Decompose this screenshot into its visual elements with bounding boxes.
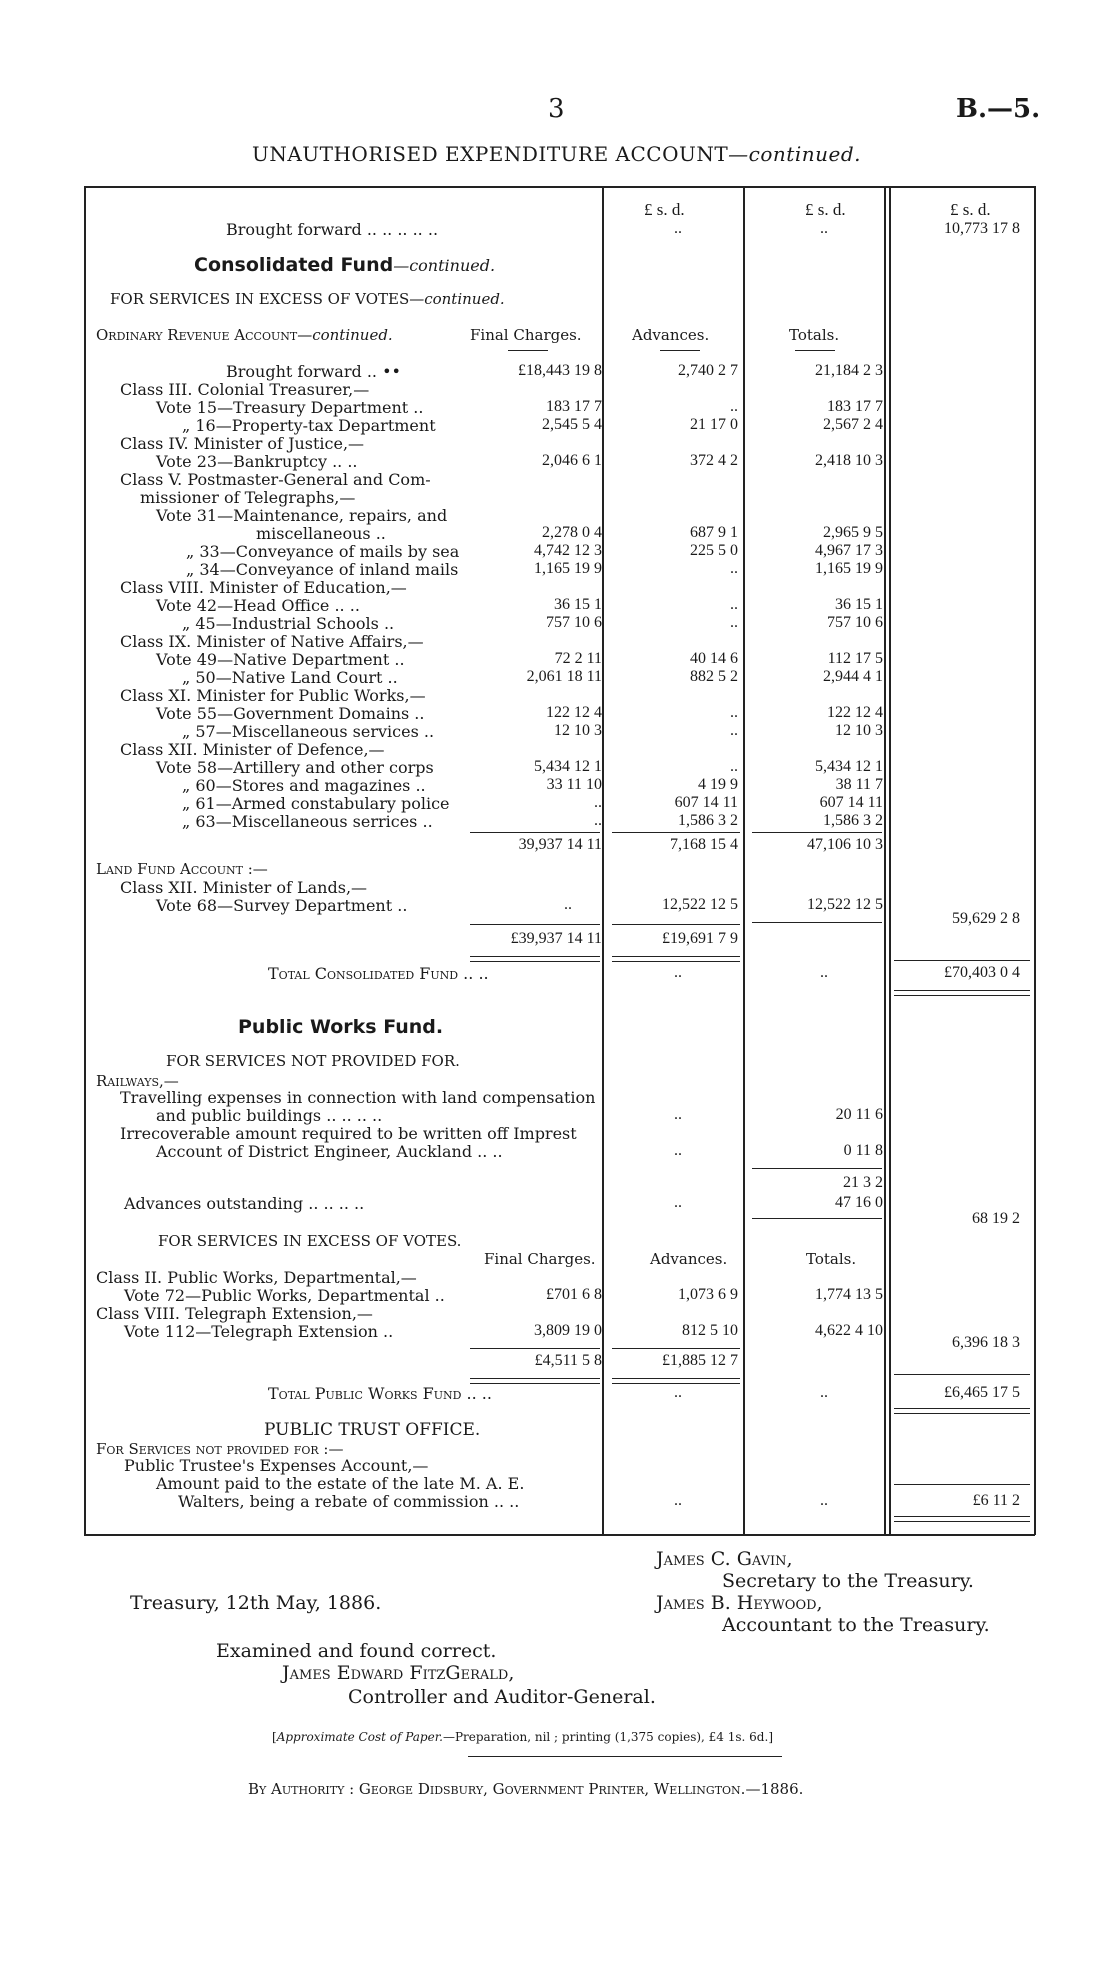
total-consolidated-value: £70,403 0 4	[944, 964, 1020, 981]
subtotal-rule	[752, 832, 882, 833]
cost-note-italic: Approximate Cost of Paper.	[276, 1730, 443, 1744]
col-header-rule	[660, 350, 700, 351]
row-label: Vote 72—Public Works, Departmental ..	[124, 1286, 445, 1305]
table-top-rule	[84, 186, 1035, 188]
row-final: £4,511 5 8	[534, 1352, 602, 1369]
table-row	[0, 650, 1114, 670]
row-label: „ 33—Conveyance of mails by sea	[186, 542, 460, 561]
public-trust-line-1: Amount paid to the estate of the late M. A. E.	[156, 1474, 525, 1493]
row-sum: 6,396 18 3	[952, 1334, 1020, 1351]
row-advances: 40 14 6	[690, 650, 738, 667]
row-totals: 21,184 2 3	[815, 362, 883, 379]
row-totals: 1,165 19 9	[815, 560, 883, 577]
row-label: Class XII. Minister of Defence,—	[120, 740, 385, 759]
pw-line-3: Irrecoverable amount required to be written off Imprest	[120, 1124, 577, 1143]
row-sum: 68 19 2	[972, 1210, 1020, 1227]
subtotal-final: 39,937 14 11	[518, 836, 602, 853]
subtotal-row	[0, 836, 1114, 856]
row-advances: ..	[674, 1106, 682, 1123]
row-totals: 38 11 7	[835, 776, 883, 793]
row-totals: 47 16 0	[835, 1194, 883, 1211]
row-advances: 225 5 0	[690, 542, 738, 559]
cost-note: [Approximate Cost of Paper.—Preparation, nil ; printing (1,375 copies), £4 1s. 6d.]	[272, 1730, 773, 1744]
row-advances: ..	[674, 1142, 682, 1159]
public-trust-heading: PUBLIC TRUST OFFICE.	[264, 1420, 481, 1440]
table-row	[0, 362, 1114, 382]
row-final: £18,443 19 8	[518, 362, 602, 379]
row-advances: 372 4 2	[690, 452, 738, 469]
row-final: 5,434 12 1	[534, 758, 602, 775]
row-label: „ 16—Property-tax Department	[182, 416, 436, 435]
row-totals: 20 11 6	[835, 1106, 883, 1123]
row-label: Vote 23—Bankruptcy .. ..	[156, 452, 358, 471]
table-row	[0, 542, 1114, 562]
table-row	[0, 524, 1114, 544]
table-row	[0, 452, 1114, 472]
row-advances: ..	[674, 1492, 682, 1509]
cost-note-rest: —Preparation, nil ; printing (1,375 copies), £4 1s. 6d.	[442, 1730, 769, 1744]
excess-votes-text: FOR SERVICES IN EXCESS OF VOTES	[110, 290, 410, 308]
vote-72-row	[0, 1286, 1114, 1306]
col-header-totals: Totals.	[789, 326, 840, 344]
row-label: Vote 49—Native Department ..	[156, 650, 405, 669]
row-final: 757 10 6	[546, 614, 602, 631]
row-totals: 757 10 6	[827, 614, 883, 631]
authority-line: By Authority : George Didsbury, Government Printer, Wellington.—1886.	[248, 1780, 804, 1798]
row-final: ..	[594, 812, 602, 829]
row-label: Brought forward .. ••	[226, 362, 401, 381]
table-row	[0, 560, 1114, 580]
grand-rule	[612, 924, 740, 925]
row-final: 36 15 1	[554, 596, 602, 613]
public-trust-row	[0, 1492, 1114, 1512]
consolidated-heading	[194, 254, 495, 276]
total-public-works-row	[0, 1384, 1114, 1404]
col-header-final-charges: Final Charges.	[484, 1250, 596, 1268]
row-final: 2,046 6 1	[542, 452, 602, 469]
pw-subtotal-rule	[470, 1348, 600, 1349]
row-advances: 2,740 2 7	[678, 362, 738, 379]
total-public-works-label: Total Public Works Fund .. ..	[268, 1384, 492, 1403]
table-row	[0, 434, 1114, 454]
row-advances: 1,073 6 9	[678, 1286, 738, 1303]
row-label: Vote 31—Maintenance, repairs, and	[156, 506, 448, 525]
row-totals: ..	[820, 1384, 828, 1401]
row-totals: 2,944 4 1	[823, 668, 883, 685]
row-label: and public buildings .. .. .. ..	[156, 1106, 383, 1125]
row-label: Vote 58—Artillery and other corps	[156, 758, 434, 777]
row-advances: ..	[730, 398, 738, 415]
title-text: UNAUTHORISED EXPENDITURE ACCOUNT	[252, 142, 729, 166]
pw-sum-c-row	[0, 1334, 1114, 1354]
row-advances: 4 19 9	[698, 776, 738, 793]
table-row	[0, 506, 1114, 526]
row-totals: ..	[820, 964, 828, 981]
ordinary-revenue-heading	[96, 326, 393, 344]
row-label: Class V. Postmaster-General and Com-	[120, 470, 431, 489]
land-class: Class XII. Minister of Lands,—	[120, 878, 368, 897]
row-label: Class IV. Minister of Justice,—	[120, 434, 365, 453]
page-number: 3	[548, 94, 565, 124]
col-header-rule	[508, 350, 548, 351]
row-final: 122 12 4	[546, 704, 602, 721]
row-sum: 10,773 17 8	[944, 220, 1020, 237]
row-final: 4,742 12 3	[534, 542, 602, 559]
row-label: „ 61—Armed constabulary police	[182, 794, 450, 813]
currency-header-sum: £ s. d.	[950, 200, 991, 219]
grand-rule	[470, 924, 600, 925]
row-advances: £1,885 12 7	[662, 1352, 738, 1369]
row-advances: ..	[674, 1384, 682, 1401]
grand-double-rule	[470, 956, 600, 962]
row-totals: 1,774 13 5	[815, 1286, 883, 1303]
pw-sum-a-row	[0, 1174, 1114, 1194]
col-header-totals: Totals.	[806, 1250, 857, 1268]
row-advances: ..	[730, 704, 738, 721]
row-advances: ..	[674, 220, 682, 237]
row-totals: 12 10 3	[835, 722, 883, 739]
total-double-rule	[894, 1408, 1030, 1414]
row-totals: 4,967 17 3	[815, 542, 883, 559]
row-label: „ 34—Conveyance of inland mails	[186, 560, 459, 579]
row-final: 3,809 19 0	[534, 1322, 602, 1339]
table-row	[0, 398, 1114, 418]
row-label: Account of District Engineer, Auckland .. ..	[156, 1142, 503, 1161]
sum-rule	[894, 960, 1030, 961]
grand-final: £39,937 14 11	[510, 930, 602, 947]
total-double-rule	[894, 1516, 1030, 1522]
place-date: Treasury, 12th May, 1886.	[130, 1592, 382, 1614]
consolidated-sum: 59,629 2 8	[952, 910, 1020, 927]
land-fund-heading: Land Fund Account :—	[96, 860, 268, 878]
row-final: ..	[564, 896, 572, 913]
public-works-heading: Public Works Fund.	[238, 1016, 444, 1038]
table-row	[0, 578, 1114, 598]
row-label: Brought forward .. .. .. .. ..	[226, 220, 439, 239]
row-advances: 607 14 11	[674, 794, 738, 811]
subtotal-rule	[612, 832, 740, 833]
table-row	[0, 632, 1114, 652]
row-totals: 2,418 10 3	[815, 452, 883, 469]
table-row	[0, 794, 1114, 814]
subtotal-totals: 47,106 10 3	[807, 836, 883, 853]
row-totals: 36 15 1	[835, 596, 883, 613]
row-advances: ..	[730, 614, 738, 631]
col-header-rule	[795, 350, 835, 351]
currency-header-totals: £ s. d.	[805, 200, 846, 219]
signatory-2-name: James B. Heywood,	[656, 1592, 823, 1614]
row-totals: 183 17 7	[827, 398, 883, 415]
row-advances: 812 5 10	[682, 1322, 738, 1339]
sum-rule	[894, 1484, 1030, 1485]
grand-row	[0, 930, 1114, 950]
controller-title: Controller and Auditor-General.	[348, 1686, 656, 1708]
row-label: „ 63—Miscellaneous serrices ..	[182, 812, 433, 831]
row-final: 12 10 3	[554, 722, 602, 739]
table-row	[0, 614, 1114, 634]
row-advances: 21 17 0	[690, 416, 738, 433]
public-trust-account: Public Trustee's Expenses Account,—	[124, 1456, 429, 1475]
table-row	[0, 812, 1114, 832]
signatory-2-title: Accountant to the Treasury.	[722, 1614, 990, 1636]
table-row	[0, 470, 1114, 490]
row-label: Class VIII. Minister of Education,—	[120, 578, 407, 597]
ordinary-revenue-text: Ordinary Revenue Account	[96, 326, 298, 344]
signatory-1-name: James C. Gavin,	[656, 1548, 793, 1570]
row-totals: 12,522 12 5	[807, 896, 883, 913]
consolidated-heading-text: Consolidated Fund	[194, 254, 394, 276]
table-bottom-rule	[84, 1534, 1035, 1536]
consolidated-sum-row	[0, 910, 1114, 930]
excess-votes-heading	[110, 290, 505, 308]
row-totals: 0 11 8	[843, 1142, 883, 1159]
row-advances: ..	[730, 722, 738, 739]
total-consolidated-label: Total Consolidated Fund .. ..	[268, 964, 489, 983]
pw-subtotal-rule	[612, 1348, 740, 1349]
row-final: 72 2 11	[554, 650, 602, 667]
row-final: 2,061 18 11	[526, 668, 602, 685]
row-final: ..	[594, 794, 602, 811]
row-label: „ 45—Industrial Schools ..	[182, 614, 395, 633]
row-totals: 2,567 2 4	[823, 416, 883, 433]
col-header-advances: Advances.	[650, 1250, 728, 1268]
table-row	[0, 740, 1114, 760]
table-row	[0, 668, 1114, 688]
series-code: B.—5.	[956, 94, 1041, 124]
pw-class-8: Class VIII. Telegraph Extension,—	[96, 1304, 373, 1323]
row-advances: 12,522 12 5	[662, 896, 738, 913]
page-title	[252, 142, 861, 166]
row-label: Vote 15—Treasury Department ..	[156, 398, 424, 417]
consolidated-heading-suffix: —continued.	[393, 256, 496, 275]
brought-forward-top-row	[0, 220, 1114, 240]
excess-votes-suffix: —continued.	[409, 290, 505, 308]
row-totals: 21 3 2	[843, 1174, 883, 1191]
row-label: Vote 68—Survey Department ..	[156, 896, 408, 915]
subtotal-advances: 7,168 15 4	[670, 836, 738, 853]
row-advances: 882 5 2	[690, 668, 738, 685]
row-totals: 607 14 11	[819, 794, 883, 811]
table-row	[0, 704, 1114, 724]
row-advances: ..	[674, 1194, 682, 1211]
grand-double-rule	[612, 956, 740, 962]
row-label: „ 60—Stores and magazines ..	[182, 776, 426, 795]
table-row	[0, 596, 1114, 616]
col-header-advances: Advances.	[632, 326, 710, 344]
currency-header-advances: £ s. d.	[644, 200, 685, 219]
row-label: Vote 42—Head Office .. ..	[156, 596, 360, 615]
row-totals: 1,586 3 2	[823, 812, 883, 829]
ordinary-revenue-suffix: —continued.	[297, 326, 393, 344]
table-row	[0, 686, 1114, 706]
table-row	[0, 722, 1114, 742]
row-advances: ..	[730, 596, 738, 613]
total-public-works-value: £6,465 17 5	[944, 1384, 1020, 1401]
row-totals: 2,965 9 5	[823, 524, 883, 541]
row-label: miscellaneous ..	[256, 524, 386, 543]
row-final: 33 11 10	[546, 776, 602, 793]
row-totals: ..	[820, 220, 828, 237]
row-label: Class XI. Minister for Public Works,—	[120, 686, 426, 705]
footer-rule	[468, 1756, 782, 1757]
railways-heading: Railways,—	[96, 1072, 179, 1090]
pw-row-4	[0, 1142, 1114, 1162]
row-label: „ 57—Miscellaneous services ..	[182, 722, 435, 741]
row-label: Advances outstanding .. .. .. ..	[124, 1194, 365, 1213]
table-row	[0, 488, 1114, 508]
row-totals: 122 12 4	[827, 704, 883, 721]
row-final: 183 17 7	[546, 398, 602, 415]
row-totals: ..	[820, 1492, 828, 1509]
pw-class-2: Class II. Public Works, Departmental,—	[96, 1268, 417, 1287]
public-trust-value: £6 11 2	[972, 1492, 1020, 1509]
row-advances: 1,586 3 2	[678, 812, 738, 829]
row-label: Class III. Colonial Treasurer,—	[120, 380, 370, 399]
table-row	[0, 416, 1114, 436]
row-totals: 4,622 4 10	[815, 1322, 883, 1339]
sum-rule	[894, 1374, 1030, 1375]
controller-name: James Edward FitzGerald,	[282, 1662, 515, 1684]
subtotal-rule	[470, 832, 600, 833]
row-label: missioner of Telegraphs,—	[140, 488, 356, 507]
row-advances: ..	[674, 964, 682, 981]
row-totals: 5,434 12 1	[815, 758, 883, 775]
pw-line-1: Travelling expenses in connection with land compensation	[120, 1088, 596, 1107]
title-suffix: —continued.	[728, 142, 861, 166]
row-label: Vote 55—Government Domains ..	[156, 704, 425, 723]
total-double-rule	[894, 990, 1030, 996]
table-row	[0, 380, 1114, 400]
examined-text: Examined and found correct.	[216, 1640, 497, 1662]
table-row	[0, 758, 1114, 778]
row-label: Class IX. Minister of Native Affairs,—	[120, 632, 424, 651]
row-advances: ..	[730, 560, 738, 577]
pw-row-2	[0, 1106, 1114, 1126]
pw-rule	[752, 1168, 882, 1169]
public-trust-sub: For Services not provided for :—	[96, 1440, 344, 1458]
row-totals: 112 17 5	[827, 650, 883, 667]
excess-votes-pw-heading: FOR SERVICES IN EXCESS OF VOTES.	[158, 1232, 462, 1250]
pw-subtotal-row	[0, 1352, 1114, 1372]
row-advances: ..	[730, 758, 738, 775]
row-final: 1,165 19 9	[534, 560, 602, 577]
grand-advances: £19,691 7 9	[662, 930, 738, 947]
pw-sum-b-row	[0, 1210, 1114, 1230]
row-final: £701 6 8	[546, 1286, 602, 1303]
row-label: Vote 112—Telegraph Extension ..	[124, 1322, 394, 1341]
row-label: „ 50—Native Land Court ..	[182, 668, 398, 687]
row-advances: 687 9 1	[690, 524, 738, 541]
row-final: 2,278 0 4	[542, 524, 602, 541]
table-row	[0, 776, 1114, 796]
not-provided-heading: FOR SERVICES NOT PROVIDED FOR.	[166, 1052, 460, 1070]
signatory-1-title: Secretary to the Treasury.	[722, 1570, 974, 1592]
col-header-final-charges: Final Charges.	[470, 326, 582, 344]
total-consolidated-row	[0, 964, 1114, 984]
row-label: Walters, being a rebate of commission .. ..	[178, 1492, 520, 1511]
row-final: 2,545 5 4	[542, 416, 602, 433]
